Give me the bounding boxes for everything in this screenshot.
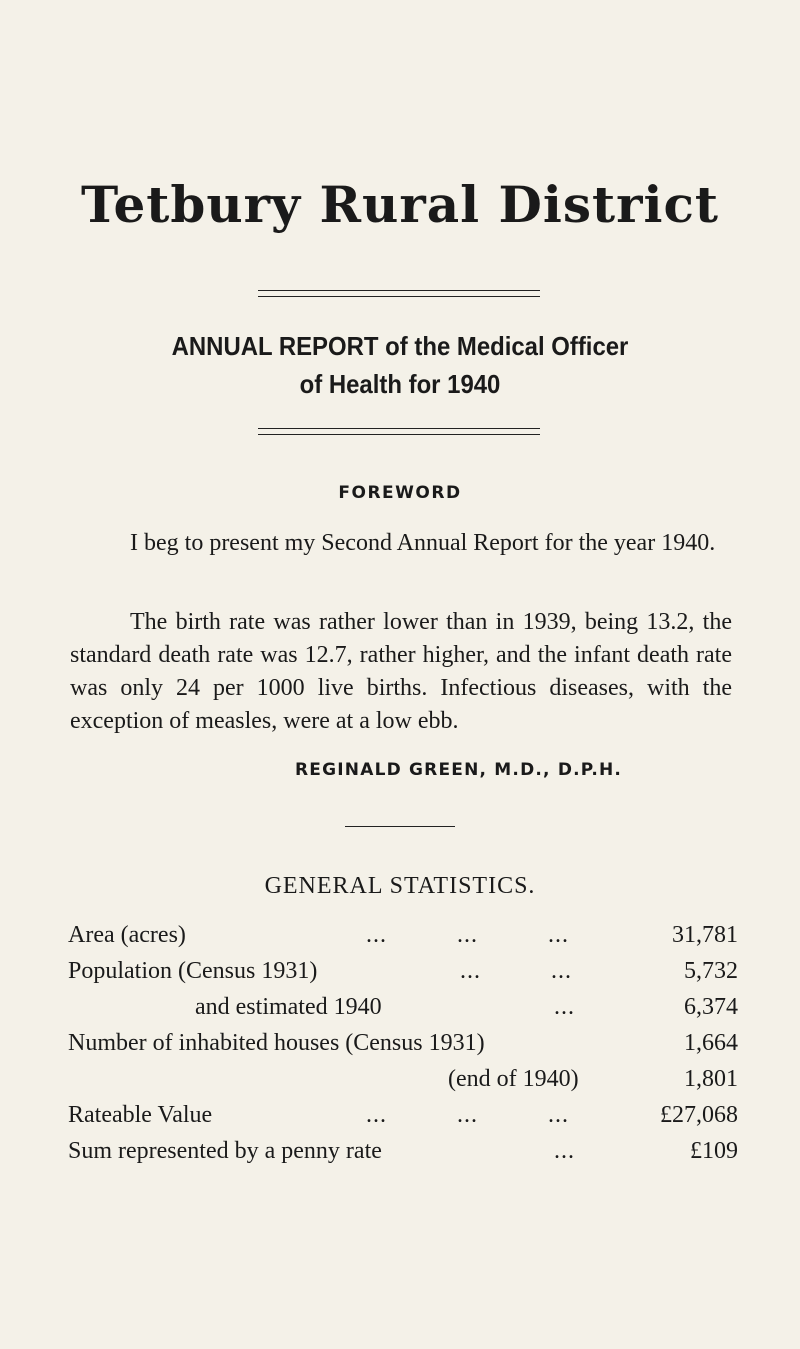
stat-label: Sum represented by a penny rate xyxy=(68,1138,382,1164)
stat-value: 6,374 xyxy=(684,994,738,1020)
stat-value: 1,664 xyxy=(684,1030,738,1056)
leader-dots: ... ... ... xyxy=(366,1102,569,1128)
foreword-heading: FOREWORD xyxy=(338,483,462,503)
stat-label: and estimated 1940 xyxy=(195,994,382,1020)
stat-label: (end of 1940) xyxy=(448,1066,579,1092)
stat-row-area xyxy=(68,917,738,953)
stat-label: Rateable Value xyxy=(68,1102,213,1128)
section-divider xyxy=(345,826,455,827)
leader-dots: ... xyxy=(554,1138,575,1164)
stat-value: 31,781 xyxy=(672,922,738,948)
stat-row-houses-1931 xyxy=(68,1025,738,1061)
report-title xyxy=(32,327,768,403)
stats-heading: GENERAL STATISTICS. xyxy=(264,873,536,899)
leader-dots: ... ... xyxy=(460,958,572,984)
stat-value: £27,068 xyxy=(660,1102,738,1128)
leader-dots: ... ... ... xyxy=(366,922,569,948)
stat-value: £109 xyxy=(690,1138,738,1164)
district-title: Tetbury Rural District xyxy=(80,175,719,234)
foreword-paragraph-2: The birth rate was rather lower than in 1939, being 13.2, the standard death rate was 12.7, rather higher, and the infant death rate was only 24 per 1000 live births. Infectious diseases, with the exception of measles, were at a low ebb. xyxy=(70,609,732,734)
stat-label: Number of inhabited houses (Census 1931) xyxy=(68,1030,485,1056)
stat-row-penny-rate xyxy=(68,1133,738,1169)
report-title-line2: of Health for 1940 xyxy=(299,369,501,399)
stat-value: 5,732 xyxy=(684,958,738,984)
stat-row-rateable-value xyxy=(68,1097,738,1133)
stat-label: Population (Census 1931) xyxy=(68,958,318,984)
title-divider-top xyxy=(258,290,540,297)
stat-value: 1,801 xyxy=(684,1066,738,1092)
report-title-line1: ANNUAL REPORT of the Medical Officer xyxy=(171,331,629,361)
stat-row-population-1940 xyxy=(68,989,738,1025)
title-divider-bottom xyxy=(258,428,540,435)
stat-row-population-1931 xyxy=(68,953,738,989)
stat-label: Area (acres) xyxy=(68,922,186,948)
leader-dots: ... xyxy=(554,994,575,1020)
signature: REGINALD GREEN, M.D., D.P.H. xyxy=(295,760,623,780)
stat-row-houses-1940 xyxy=(68,1061,738,1097)
foreword-paragraph-1: I beg to present my Second Annual Report for the year 1940. xyxy=(130,530,716,556)
